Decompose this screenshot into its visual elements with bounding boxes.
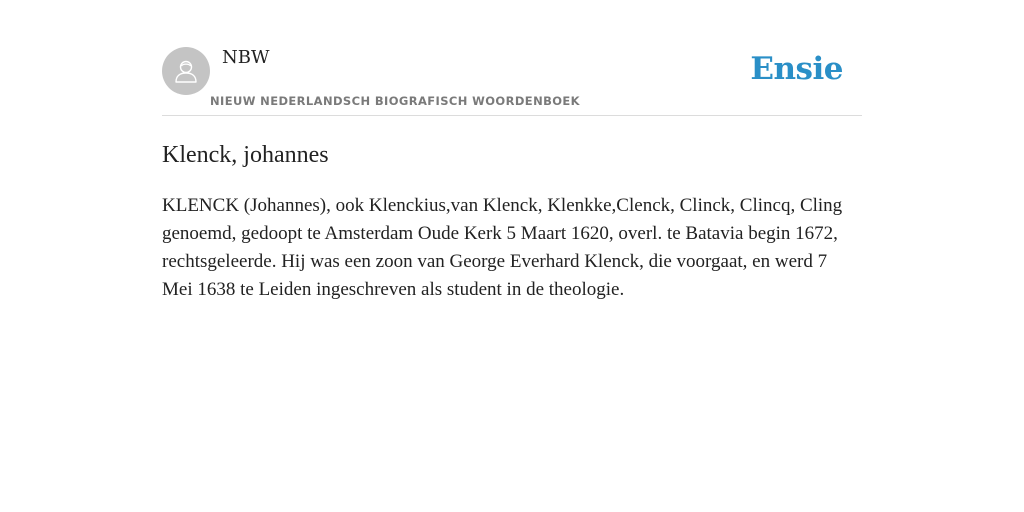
avatar[interactable] [162, 47, 210, 95]
entry-header [162, 0, 862, 116]
user-icon [172, 57, 200, 85]
source-abbreviation[interactable]: NBW [222, 47, 270, 68]
entry-description: KLENCK (Johannes), ook Klenckius,van Klenck, Klenkke,Clenck, Clinck, Clincq, Cling genoemd, gedoopt te Amsterdam Oude Kerk 5 Maart 1620, overl. te Batavia begin 1672, rechtsgeleerde. Hij was een zoon van George Everhard Klenck, die voorgaat, en werd 7 Mei 1638 te Leiden ingeschreven als student in de theologie. [162, 195, 843, 300]
ensie-logo-link[interactable]: Ensie [750, 51, 843, 87]
page-title: Klenck, johannes [162, 142, 329, 168]
source-full-name: NIEUW NEDERLANDSCH BIOGRAFISCH WOORDENBOEK [210, 94, 580, 108]
entry-card [162, 0, 862, 300]
